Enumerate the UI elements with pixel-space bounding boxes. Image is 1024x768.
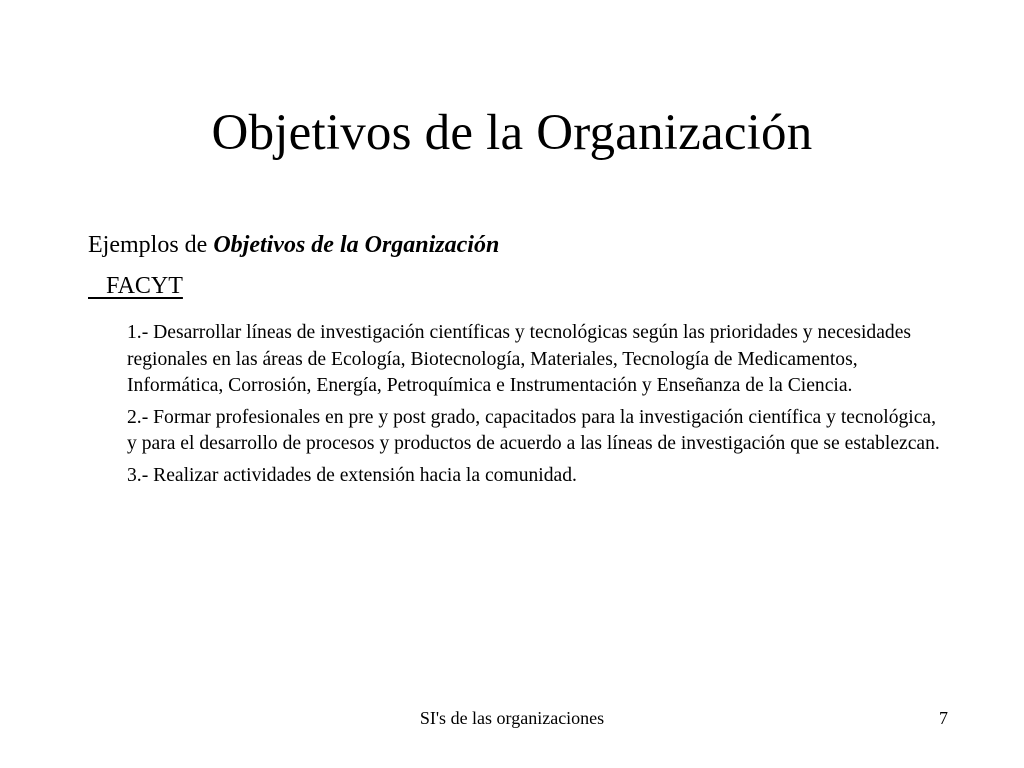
subtitle-emphasis: Objetivos de la Organización <box>213 232 500 258</box>
objective-item: 1.- Desarrollar líneas de investigación científicas y tecnológicas según las prioridades y necesidades regionales en las áreas de Ecología, Biotecnología, Materiales, Tecnología de Medicamentos, Informática, Corrosión, Energía, Petroquímica e Instrumentación y Enseñanza de la Ciencia. <box>127 322 912 396</box>
objective-item: 3.- Realizar actividades de extensión hacia la comunidad. <box>127 464 577 486</box>
organization-label: FACYT <box>106 273 183 299</box>
objectives-list <box>127 320 947 494</box>
slide-title: Objetivos de la Organización <box>211 105 813 161</box>
objective-item: 2.- Formar profesionales en pre y post grado, capacitados para la investigación científica y tecnológica, y para el desarrollo de procesos y productos de acuerdo a las líneas de investigación que se establezcan. <box>127 406 940 454</box>
page-number: 7 <box>939 708 948 728</box>
organization-name <box>88 270 183 302</box>
subtitle <box>88 229 499 261</box>
subtitle-prefix: Ejemplos de <box>88 232 214 258</box>
footer-label: SI's de las organizaciones <box>419 708 605 728</box>
